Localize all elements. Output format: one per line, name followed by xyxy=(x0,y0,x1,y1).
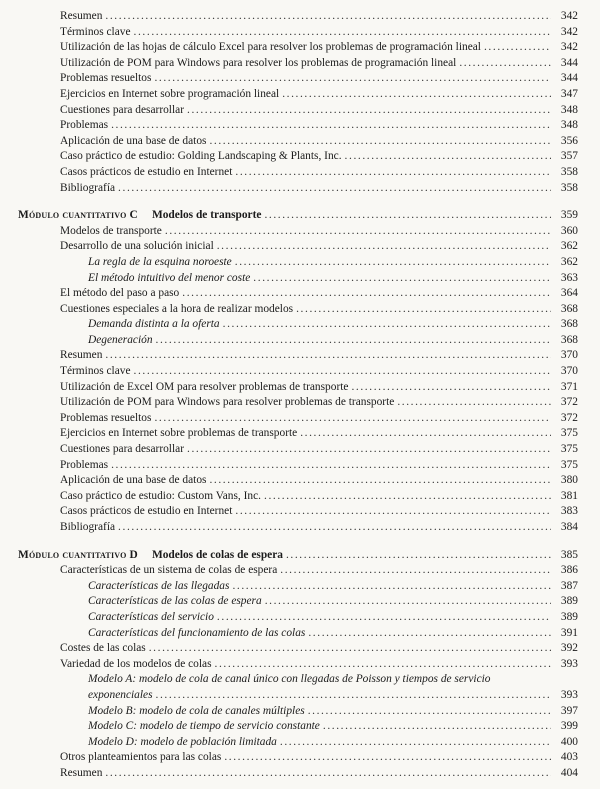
toc-entry-label: Resumen xyxy=(60,766,103,779)
dot-leader xyxy=(187,103,551,119)
toc-entry xyxy=(18,333,578,349)
toc-entry xyxy=(18,255,578,271)
toc-entry-label: Modelos de transporte xyxy=(60,224,162,237)
toc-entry-page: 404 xyxy=(560,766,578,779)
toc-entry xyxy=(18,165,578,181)
toc-entry-label: Características de un sistema de colas de espera xyxy=(60,564,278,577)
toc-entry-page: 389 xyxy=(560,595,578,608)
toc-entry-page: 381 xyxy=(560,489,578,502)
toc-entry-label: Modelo B: modelo de cola de canales múltiples xyxy=(88,704,305,717)
toc-entry-page: 375 xyxy=(560,427,578,440)
toc-entry xyxy=(18,286,578,302)
toc-entry-page: 368 xyxy=(560,318,578,331)
toc-entry-label: exponenciales xyxy=(88,688,153,701)
toc-entry-page: 393 xyxy=(560,657,578,670)
toc-entry-page: 372 xyxy=(560,411,578,424)
toc-entry-page: 342 xyxy=(560,10,578,22)
toc-entry-page: 344 xyxy=(560,56,578,69)
toc-entry-label: Términos clave xyxy=(60,25,131,38)
toc-entry-label: Modelo C: modelo de tiempo de servicio constante xyxy=(88,720,320,733)
dot-leader xyxy=(224,750,551,766)
toc-entry xyxy=(18,719,578,735)
dot-leader xyxy=(296,302,551,318)
toc-entry-page: 368 xyxy=(560,333,578,346)
toc-entry-label: El método del paso a paso xyxy=(60,287,180,300)
dot-leader xyxy=(154,71,551,87)
toc-module-heading xyxy=(18,208,578,224)
toc-entry-page: 385 xyxy=(560,548,578,561)
toc-entry-label: La regla de la esquina noroeste xyxy=(88,255,232,268)
toc-entry-page: 370 xyxy=(560,349,578,362)
toc-module-heading xyxy=(18,548,578,564)
toc-entry-label: Problemas resueltos xyxy=(60,72,152,85)
toc-entry-label: Características de las llegadas xyxy=(88,579,230,592)
toc-entry xyxy=(18,579,578,595)
toc-entry-label: Degeneración xyxy=(88,333,153,346)
toc-entry-label: Casos prácticos de estudio en Internet xyxy=(60,165,233,178)
toc-entry-page: 358 xyxy=(560,165,578,178)
dot-leader xyxy=(232,579,551,595)
toc-entry xyxy=(18,71,578,87)
toc-entry xyxy=(18,594,578,610)
dot-leader xyxy=(265,594,551,610)
dot-leader xyxy=(235,165,551,181)
toc-entry xyxy=(18,302,578,318)
toc-entry xyxy=(18,520,578,536)
toc-entry xyxy=(18,317,578,333)
toc-entry-label: Caso práctico de estudio: Golding Landscaping & Plants, Inc. xyxy=(60,150,342,163)
toc-entry-page: 368 xyxy=(560,302,578,315)
toc-entry xyxy=(18,641,578,657)
toc-entry xyxy=(18,364,578,380)
dot-leader xyxy=(308,704,551,720)
toc-entry-page: 363 xyxy=(560,271,578,284)
dot-leader xyxy=(156,688,551,704)
dot-leader xyxy=(253,271,551,287)
dot-leader xyxy=(156,333,551,349)
dot-leader xyxy=(484,40,551,56)
toc-entry-page: 348 xyxy=(560,119,578,132)
dot-leader xyxy=(235,255,551,271)
toc-entry xyxy=(18,504,578,520)
toc-entry-label: Variedad de los modelos de colas xyxy=(60,657,212,670)
toc-entry xyxy=(18,735,578,751)
dot-leader xyxy=(111,458,551,474)
toc-entry-page: 386 xyxy=(560,564,578,577)
toc-entry xyxy=(18,87,578,103)
module-title: Modelos de transporte xyxy=(151,209,262,222)
dot-leader xyxy=(105,766,551,782)
dot-leader xyxy=(300,426,551,442)
toc-entry xyxy=(18,657,578,673)
toc-entry-page: 342 xyxy=(560,25,578,38)
dot-leader xyxy=(280,563,551,579)
dot-leader xyxy=(209,134,551,150)
dot-leader xyxy=(217,610,551,626)
dot-leader xyxy=(182,286,551,302)
toc-entry xyxy=(18,103,578,119)
toc-entry-label: Problemas xyxy=(60,458,109,471)
toc-entry xyxy=(18,348,578,364)
toc-entry xyxy=(18,458,578,474)
toc-entry-page: 380 xyxy=(560,474,578,487)
toc-entry xyxy=(18,489,578,505)
toc-entry xyxy=(18,56,578,72)
toc-entry-page: 383 xyxy=(560,505,578,518)
dot-leader xyxy=(459,56,551,72)
dot-leader xyxy=(118,181,551,197)
toc-entry-label: Ejercicios en Internet sobre programación lineal xyxy=(60,87,280,100)
toc-entry xyxy=(18,766,578,782)
toc-entry-page: 358 xyxy=(560,181,578,194)
toc-entry-label: Casos prácticos de estudio en Internet xyxy=(60,505,233,518)
toc-entry-page: 359 xyxy=(560,209,578,222)
dot-leader xyxy=(149,641,551,657)
dot-leader xyxy=(223,317,551,333)
toc-entry-label: Caso práctico de estudio: Custom Vans, Inc. xyxy=(60,489,261,502)
toc-entry-label: Problemas resueltos xyxy=(60,411,152,424)
dot-leader xyxy=(134,25,551,41)
toc-list xyxy=(18,9,578,782)
toc-entry xyxy=(18,9,578,25)
toc-entry-label: Términos clave xyxy=(60,365,131,378)
toc-entry-label: Costes de las colas xyxy=(60,642,146,655)
toc-entry-label: Problemas xyxy=(60,119,109,132)
toc-entry xyxy=(18,25,578,41)
dot-leader xyxy=(187,442,551,458)
module-title: Modelos de colas de espera xyxy=(151,548,283,561)
toc-entry-page: 392 xyxy=(560,642,578,655)
toc-entry-label: Resumen xyxy=(60,349,103,362)
toc-entry-label: Características de las colas de espera xyxy=(88,595,262,608)
dot-leader xyxy=(111,118,551,134)
toc-entry-label: Utilización de las hojas de cálculo Excel para resolver los problemas de programación lineal xyxy=(60,41,481,54)
toc-entry-page: 362 xyxy=(560,255,578,268)
dot-leader xyxy=(397,395,551,411)
dot-leader xyxy=(105,348,551,364)
toc-entry-label: Características del funcionamiento de las colas xyxy=(88,626,306,639)
toc-entry xyxy=(18,442,578,458)
toc-entry-label: Utilización de POM para Windows para resolver problemas de transporte xyxy=(60,396,395,409)
dot-leader xyxy=(217,239,551,255)
toc-entry xyxy=(18,239,578,255)
toc-entry xyxy=(18,380,578,396)
dot-leader xyxy=(209,473,551,489)
toc-entry-label: Utilización de POM para Windows para resolver los problemas de programación lineal xyxy=(60,56,457,69)
toc-entry-label: El método intuitivo del menor coste xyxy=(88,271,251,284)
toc-entry-label: Ejercicios en Internet sobre problemas de transporte xyxy=(60,427,298,440)
toc-entry-label: Desarrollo de una solución inicial xyxy=(60,240,214,253)
module-label: Módulo cuantitativo D xyxy=(18,548,138,561)
toc-entry-page: 387 xyxy=(560,579,578,592)
dot-leader xyxy=(345,149,551,165)
toc-entry-page: 342 xyxy=(560,41,578,54)
toc-entry-label: Bibliografía xyxy=(60,521,116,533)
module-label: Módulo cuantitativo C xyxy=(18,209,138,222)
toc-entry-label: Aplicación de una base de datos xyxy=(60,474,207,487)
toc-entry-label: Características del servicio xyxy=(88,610,214,623)
toc-entry xyxy=(18,426,578,442)
dot-leader xyxy=(264,208,551,224)
dot-leader xyxy=(282,87,551,103)
toc-entry-page: 400 xyxy=(560,735,578,748)
toc-entry xyxy=(18,395,578,411)
toc-entry xyxy=(18,672,578,688)
dot-leader xyxy=(323,719,551,735)
toc-entry-label: Aplicación de una base de datos xyxy=(60,134,207,147)
dot-leader xyxy=(351,380,551,396)
toc-entry-page: 344 xyxy=(560,72,578,85)
toc-entry-page: 371 xyxy=(560,380,578,393)
toc-entry-page: 360 xyxy=(560,224,578,237)
toc-entry-page: 364 xyxy=(560,287,578,300)
toc-entry-label: Utilización de Excel OM para resolver problemas de transporte xyxy=(60,380,349,393)
toc-entry-label: Modelo A: modelo de cola de canal único con llegadas de Poisson y tiempos de servicio xyxy=(88,673,491,686)
toc-entry-page: 372 xyxy=(560,396,578,409)
toc-entry xyxy=(18,224,578,240)
dot-leader xyxy=(280,735,551,751)
toc-entry-label: Resumen xyxy=(60,10,103,22)
toc-entry xyxy=(18,473,578,489)
toc-entry-page: 362 xyxy=(560,240,578,253)
dot-leader xyxy=(118,520,551,536)
toc-entry-label: Bibliografía xyxy=(60,181,116,194)
dot-leader xyxy=(154,411,551,427)
toc-entry-page: 348 xyxy=(560,103,578,116)
dot-leader xyxy=(264,489,551,505)
toc-entry xyxy=(18,271,578,287)
toc-entry xyxy=(18,610,578,626)
toc-entry xyxy=(18,688,578,704)
toc-entry-page: 393 xyxy=(560,688,578,701)
toc-entry-page: 399 xyxy=(560,720,578,733)
toc-entry-page: 375 xyxy=(560,458,578,471)
toc-entry xyxy=(18,134,578,150)
dot-leader xyxy=(235,504,551,520)
dot-leader xyxy=(134,364,551,380)
toc-entry-page: 397 xyxy=(560,704,578,717)
toc-entry-page: 357 xyxy=(560,150,578,163)
toc-entry-page: 384 xyxy=(560,521,578,533)
toc-entry-page: 356 xyxy=(560,134,578,147)
toc-entry-page: 403 xyxy=(560,751,578,764)
toc-entry xyxy=(18,563,578,579)
toc-entry xyxy=(18,40,578,56)
toc-entry xyxy=(18,411,578,427)
toc-entry-label: Otros planteamientos para las colas xyxy=(60,751,222,764)
toc-entry xyxy=(18,704,578,720)
dot-leader xyxy=(165,224,551,240)
toc-entry-label: Modelo D: modelo de población limitada xyxy=(88,735,277,748)
dot-leader xyxy=(308,626,551,642)
toc-entry-label: Cuestiones para desarrollar xyxy=(60,103,184,116)
toc-entry xyxy=(18,118,578,134)
toc-entry xyxy=(18,750,578,766)
dot-leader xyxy=(105,9,551,25)
toc-entry-page: 391 xyxy=(560,626,578,639)
toc-entry xyxy=(18,626,578,642)
toc-entry-label: Cuestiones especiales a la hora de realizar modelos xyxy=(60,302,294,315)
toc-entry-page: 347 xyxy=(560,87,578,100)
toc-entry-page: 375 xyxy=(560,443,578,456)
toc-entry-page: 389 xyxy=(560,610,578,623)
toc-entry-page: 370 xyxy=(560,365,578,378)
toc-entry xyxy=(18,181,578,197)
toc-entry-label: Cuestiones para desarrollar xyxy=(60,443,184,456)
toc-entry-label: Demanda distinta a la oferta xyxy=(88,318,220,331)
toc-entry xyxy=(18,149,578,165)
dot-leader xyxy=(215,657,551,673)
dot-leader xyxy=(286,548,551,564)
